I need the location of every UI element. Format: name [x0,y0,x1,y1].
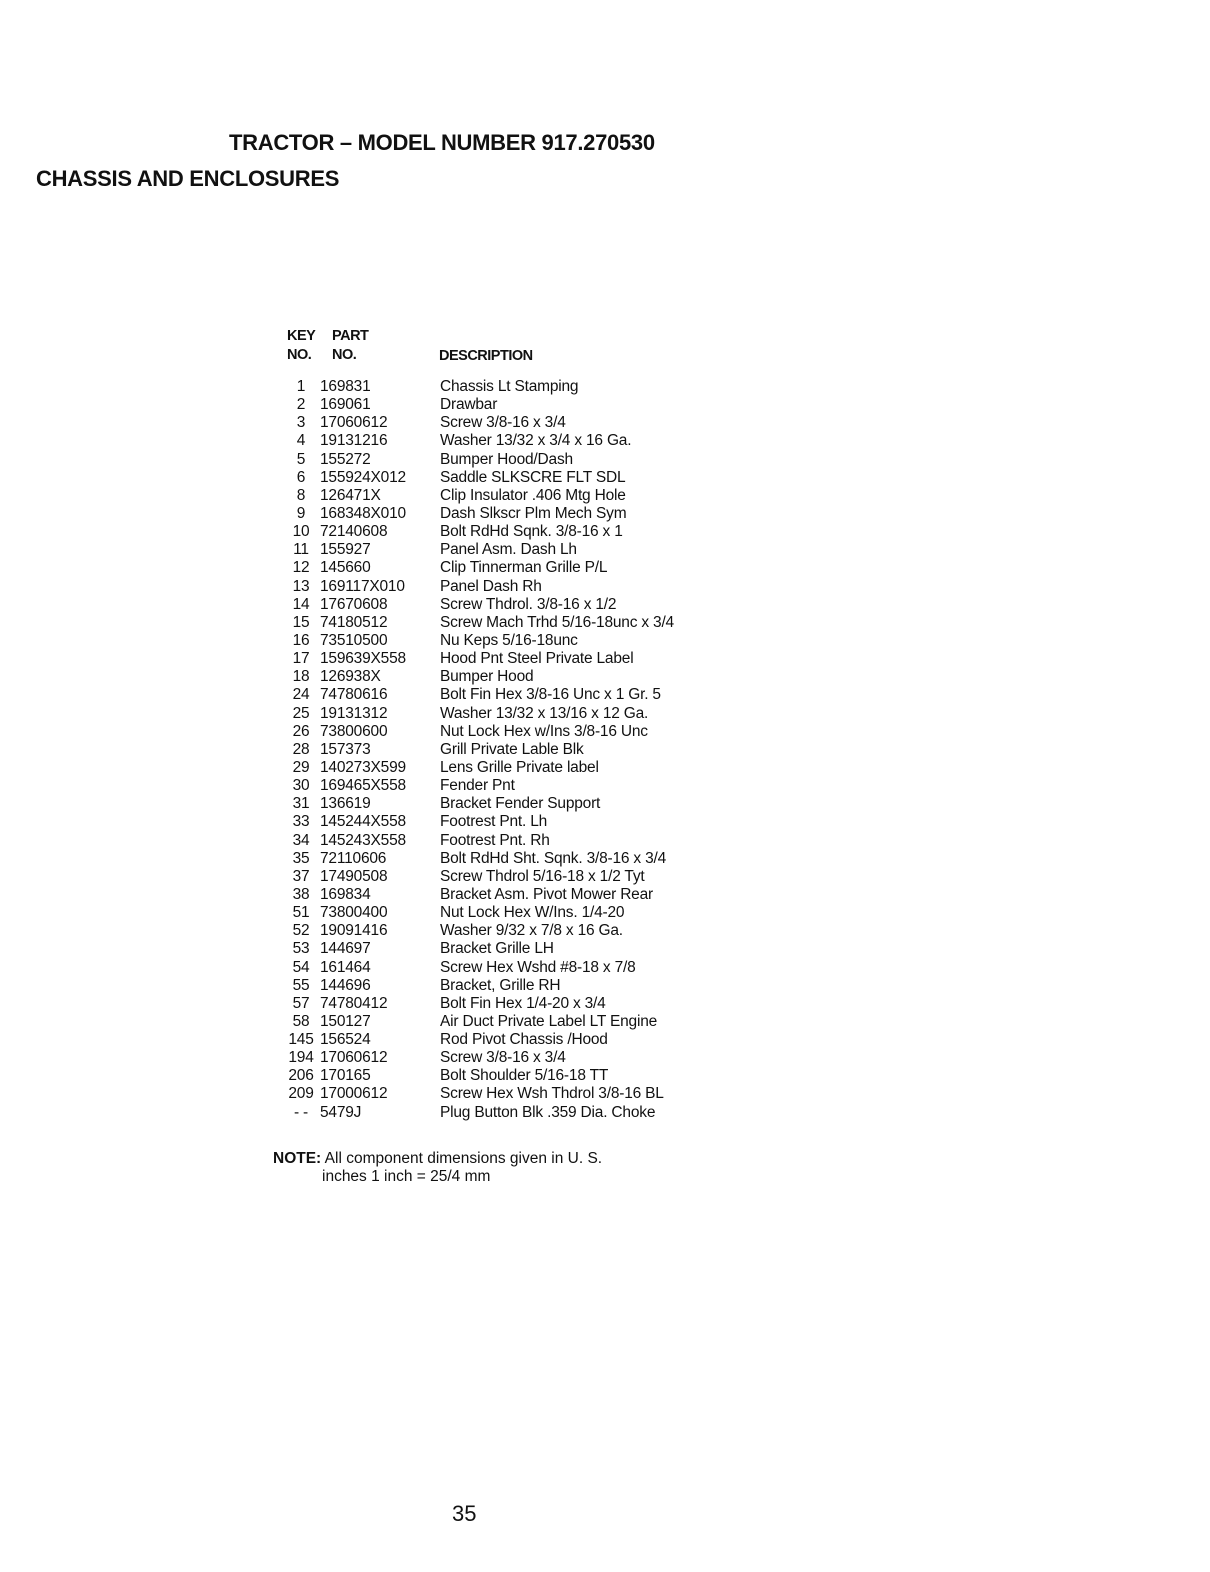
parts-table [287,328,747,1121]
description-cell: Screw Hex Wsh Thdrol 3/8-16 BL [440,1085,664,1103]
part-no-cell: 150127 [320,1012,371,1030]
note-text-line1: All component dimensions given in U. S. [324,1150,603,1167]
part-no-cell: 19091416 [320,922,388,940]
key-no-cell: 8 [296,486,306,504]
description-cell: Washer 13/32 x 13/16 x 12 Ga. [440,704,649,722]
part-no-cell: 169465X558 [320,777,406,795]
description-cell: Nut Lock Hex w/Ins 3/8-16 Unc [440,722,648,740]
part-no-cell: 145660 [320,559,371,577]
description-cell: Nu Keps 5/16-18unc [440,631,578,649]
description-cell: Screw Hex Wshd #8-18 x 7/8 [440,958,636,976]
part-no-cell: 144697 [320,940,371,958]
key-no-cell: 28 [292,740,310,758]
part-no-cell: 136619 [320,795,371,813]
description-cell: Footrest Pnt. Lh [440,813,548,831]
key-no-cell: 30 [292,777,310,795]
description-cell: Lens Grille Private label [440,758,599,776]
part-no-cell: 17060612 [320,414,388,432]
description-cell: Bolt RdHd Sht. Sqnk. 3/8-16 x 3/4 [440,849,667,867]
description-cell: Drawbar [440,396,498,414]
description-cell: Bracket, Grille RH [440,976,561,994]
description-cell: Chassis Lt Stamping [440,378,579,395]
key-header-line2: NO. [287,347,312,363]
part-no-cell: 145244X558 [320,813,406,831]
part-no-cell: 74780412 [320,994,388,1012]
part-no-cell: 17670608 [320,595,388,613]
key-no-cell: 52 [292,922,310,940]
page-title: TRACTOR – MODEL NUMBER 917.270530 [229,130,655,155]
description-cell: Bolt Shoulder 5/16-18 TT [440,1067,609,1085]
description-cell: Washer 9/32 x 7/8 x 16 Ga. [440,922,623,940]
description-cell: Screw Mach Trhd 5/16-18unc x 3/4 [440,613,674,631]
key-no-cell: 3 [296,414,306,432]
key-no-cell: 29 [292,758,310,776]
key-no-cell: 18 [292,668,310,686]
part-no-cell: 17490508 [320,867,388,885]
part-no-cell: 74180512 [320,613,388,631]
key-no-cell: 2 [296,396,306,414]
key-no-cell: 37 [292,867,310,885]
description-cell: Screw 3/8-16 x 3/4 [440,414,566,432]
part-no-cell: 169831 [320,378,371,395]
description-cell: Fender Pnt [440,777,515,795]
description-cell: Screw 3/8-16 x 3/4 [440,1049,566,1067]
table-header [287,328,747,370]
part-no-cell: 17000612 [320,1085,388,1103]
key-no-cell: 5 [296,450,306,468]
part-no-cell: 145243X558 [320,831,406,849]
key-no-cell: 9 [296,504,306,522]
part-no-cell: 73510500 [320,631,388,649]
key-no-cell: 12 [292,559,310,577]
description-cell: Panel Dash Rh [440,577,542,595]
key-no-cell: 1 [296,378,306,395]
description-cell: Footrest Pnt. Rh [440,831,550,849]
description-cell: Clip Insulator .406 Mtg Hole [440,486,626,504]
key-no-cell: 4 [296,432,306,450]
key-no-cell: 25 [292,704,310,722]
description-header: DESCRIPTION [439,348,533,364]
description-cell: Bolt RdHd Sqnk. 3/8-16 x 1 [440,523,623,541]
description-cell: Air Duct Private Label LT Engine [440,1012,658,1030]
description-cell: Nut Lock Hex W/Ins. 1/4-20 [440,904,625,922]
part-no-cell: 19131216 [320,432,388,450]
part-no-cell: 74780616 [320,686,388,704]
part-no-cell: 169834 [320,885,371,903]
key-no-cell: 16 [292,631,310,649]
description-cell: Grill Private Lable Blk [440,740,584,758]
part-no-cell: 19131312 [320,704,388,722]
key-no-cell: 206 [288,1067,314,1085]
part-no-cell: 126471X [320,486,381,504]
description-cell: Rod Pivot Chassis /Hood [440,1031,608,1049]
part-no-cell: 168348X010 [320,504,406,522]
part-no-cell: 5479J [320,1103,362,1121]
part-no-cell: 169117X010 [320,577,405,595]
description-cell: Bumper Hood/Dash [440,450,573,468]
description-cell: Screw Thdrol 5/16-18 x 1/2 Tyt [440,867,645,885]
description-cell: Plug Button Blk .359 Dia. Choke [440,1103,656,1121]
key-no-cell: 38 [292,885,310,903]
description-cell: Bolt Fin Hex 1/4-20 x 3/4 [440,994,606,1012]
description-cell: Dash Slkscr Plm Mech Sym [440,504,627,522]
description-cell: Washer 13/32 x 3/4 x 16 Ga. [440,432,632,450]
part-no-cell: 170165 [320,1067,371,1085]
key-no-cell: 53 [292,940,310,958]
key-no-cell: 34 [292,831,310,849]
note-label: NOTE: [273,1150,322,1167]
key-no-cell: 54 [292,958,310,976]
description-cell: Hood Pnt Steel Private Label [440,650,634,668]
description-cell: Bracket Fender Support [440,795,601,813]
key-no-cell: 35 [292,849,310,867]
part-no-cell: 126938X [320,668,381,686]
part-no-cell: 73800600 [320,722,388,740]
key-no-cell: - - [293,1103,309,1121]
description-cell: Bracket Asm. Pivot Mower Rear [440,885,653,903]
key-no-cell: 17 [292,650,310,668]
part-no-cell: 155927 [320,541,371,559]
part-no-cell: 72110606 [320,849,387,867]
key-no-cell: 55 [292,976,310,994]
description-cell: Bumper Hood [440,668,534,686]
key-no-cell: 24 [292,686,310,704]
part-no-cell: 73800400 [320,904,388,922]
key-no-cell: 11 [293,541,309,559]
key-no-cell: 58 [292,1012,310,1030]
part-no-cell: 157373 [320,740,371,758]
description-cell: Bolt Fin Hex 3/8-16 Unc x 1 Gr. 5 [440,686,661,704]
part-no-cell: 156524 [320,1031,371,1049]
description-cell: Panel Asm. Dash Lh [440,541,577,559]
key-no-cell: 14 [292,595,310,613]
key-no-cell: 209 [288,1085,314,1103]
key-header-line1: KEY [287,328,316,344]
key-no-cell: 31 [292,795,310,813]
key-no-cell: 51 [292,904,310,922]
key-no-cell: 26 [292,722,310,740]
note-text-line2: inches 1 inch = 25/4 mm [322,1168,491,1185]
part-no-cell: 144696 [320,976,371,994]
part-no-cell: 17060612 [320,1049,388,1067]
part-no-cell: 155924X012 [320,468,406,486]
part-header-line2: NO. [332,347,357,363]
part-no-cell: 161464 [320,958,371,976]
description-cell: Screw Thdrol. 3/8-16 x 1/2 [440,595,617,613]
part-no-cell: 159639X558 [320,650,406,668]
key-no-cell: 145 [288,1031,314,1049]
section-title: CHASSIS AND ENCLOSURES [36,166,340,191]
note [273,1150,603,1185]
page-number: 35 [452,1501,477,1526]
part-header-line1: PART [332,328,369,344]
key-no-cell: 13 [292,577,310,595]
description-cell: Saddle SLKSCRE FLT SDL [440,468,626,486]
part-no-cell: 72140608 [320,523,388,541]
key-no-cell: 10 [292,523,310,541]
part-no-cell: 169061 [320,396,371,414]
key-no-cell: 57 [292,994,310,1012]
key-no-cell: 15 [292,613,310,631]
key-no-cell: 6 [296,468,306,486]
description-cell: Clip Tinnerman Grille P/L [440,559,608,577]
key-no-cell: 33 [292,813,310,831]
description-cell: Bracket Grille LH [440,940,554,958]
part-no-cell: 140273X599 [320,758,406,776]
key-no-cell: 194 [288,1049,314,1067]
part-no-cell: 155272 [320,450,371,468]
